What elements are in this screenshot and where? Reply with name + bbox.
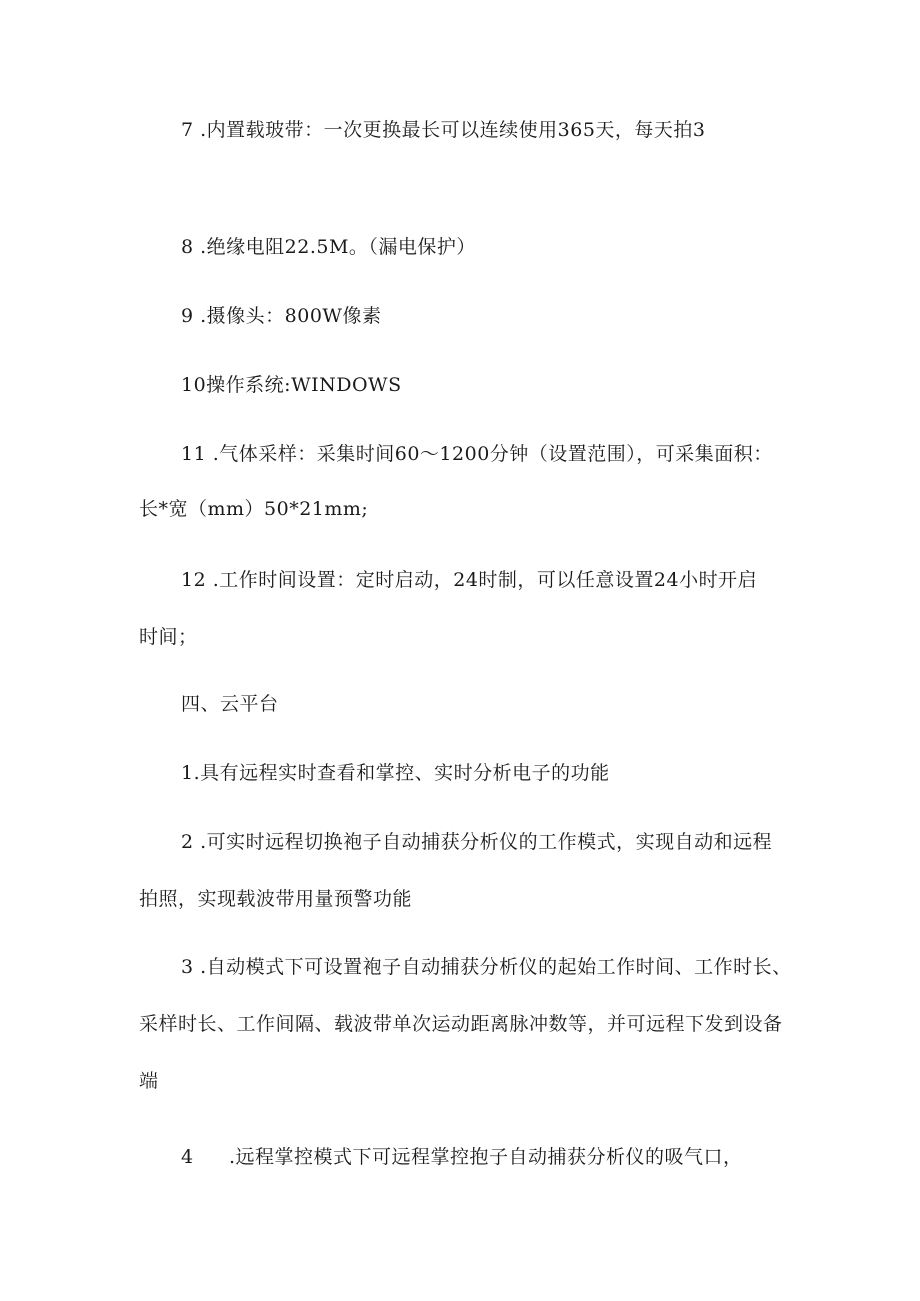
section-heading-cloud-platform: 四、云平台 [181,693,279,715]
item-11-line-1: 11 .气体采样：采集时间60～1200分钟（设置范围），可采集面积： [181,443,773,465]
item-12-line-2: 时间； [139,626,198,648]
item-10-line: 10操作系统:WINDOWS [181,374,402,396]
cloud-item-4-text: .远程掌控模式下可远程掌控抱子自动捕获分析仪的吸气口， [229,1146,743,1168]
cloud-item-3-line-2: 采样时长、工作间隔、载波带单次运动距离脉冲数等，并可远程下发到设备 [139,1013,783,1035]
cloud-item-4-line [181,1145,743,1169]
cloud-item-1-line: 1.具有远程实时查看和掌控、实时分析电子的功能 [181,762,610,784]
cloud-item-2-line-2: 拍照，实现载波带用量预警功能 [139,888,413,910]
item-8-line: 8 .绝缘电阻22.5M。（漏电保护） [181,236,476,258]
item-12-line-1: 12 .工作时间设置：定时启动，24时制，可以任意设置24小时开启 [181,569,758,591]
cloud-item-3-line-1: 3 .自动模式下可设置袍子自动捕获分析仪的起始工作时间、工作时长、 [181,956,792,978]
item-11-line-2: 长*宽（mm）50*21mm; [139,498,369,520]
cloud-item-4-number: 4 [181,1146,194,1168]
cloud-item-3-line-3: 端 [139,1070,159,1092]
item-7-line: 7 .内置载玻带：一次更换最长可以连续使用365天，每天拍3 [181,119,706,141]
item-9-line: 9 .摄像头：800W像素 [181,305,382,327]
cloud-item-2-line-1: 2 .可实时远程切换袍子自动捕获分析仪的工作模式，实现自动和远程 [181,831,773,853]
